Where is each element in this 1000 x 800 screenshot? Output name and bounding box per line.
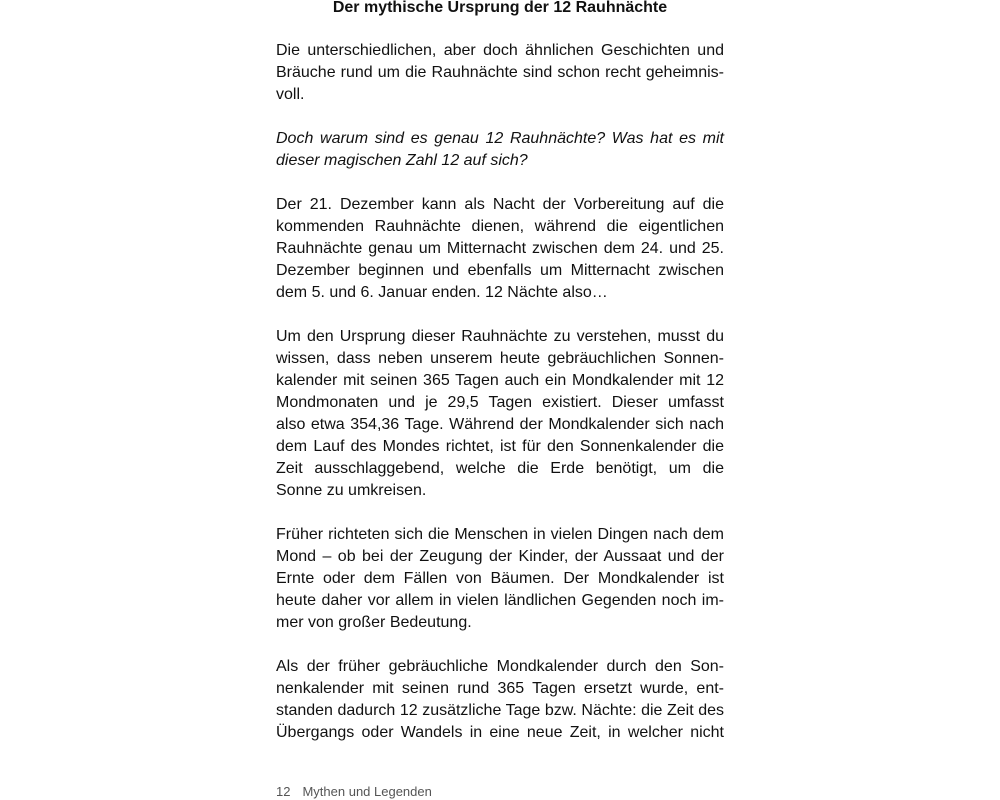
text-line: kommenden Rauhnächte dienen, während die eigentlichen xyxy=(276,218,724,235)
text-line: mer von großer Bedeutung. xyxy=(276,614,472,631)
text-line: Übergangs oder Wandels in eine neue Zeit, in welcher nicht xyxy=(276,724,724,741)
text-line: Rauhnächte genau um Mitternacht zwischen dem 24. und 25. xyxy=(276,240,724,257)
text-line: Mondmonaten und je 29,5 Tagen existiert. Dieser umfasst xyxy=(276,394,724,411)
text-line: Ernte oder dem Fällen von Bäumen. Der Mondkalender ist xyxy=(276,570,724,587)
text-line: dem 5. und 6. Januar enden. 12 Nächte also… xyxy=(276,284,608,301)
paragraph xyxy=(276,656,724,744)
text-line: voll. xyxy=(276,86,305,103)
text-line: kalender mit seinen 365 Tagen auch ein Mondkalender mit 12 xyxy=(276,372,724,389)
paragraph xyxy=(276,128,724,172)
text-line: also etwa 354,36 Tage. Während der Mondkalender sich nach xyxy=(276,416,724,433)
text-line: Dezember beginnen und ebenfalls um Mitternacht zwischen xyxy=(276,262,724,279)
page-title: Der mythische Ursprung der 12 Rauhnächte xyxy=(332,0,668,16)
text-line: Doch warum sind es genau 12 Rauhnächte? Was hat es mit xyxy=(276,130,724,147)
section-title: Mythen und Legenden xyxy=(302,784,432,799)
paragraph xyxy=(276,40,724,106)
page-number: 12 xyxy=(276,784,291,799)
text-line: Als der früher gebräuchliche Mondkalender durch den Son- xyxy=(276,658,724,675)
text-line: Mond – ob bei der Zeugung der Kinder, der Aussaat und der xyxy=(276,548,724,565)
paragraph xyxy=(276,194,724,304)
text-line: Früher richteten sich die Menschen in vielen Dingen nach dem xyxy=(276,526,724,543)
text-line: Sonne zu umkreisen. xyxy=(276,482,427,499)
body-text xyxy=(276,40,724,766)
text-line: Bräuche rund um die Rauhnächte sind schon recht geheimnis- xyxy=(276,64,724,81)
text-line: heute daher vor allem in vielen ländlichen Gegenden noch im- xyxy=(276,592,724,609)
text-line: standen dadurch 12 zusätzliche Tage bzw. Nächte: die Zeit des xyxy=(276,702,724,719)
text-line: Zeit ausschlaggebend, welche die Erde benötigt, um die xyxy=(276,460,724,477)
page-footer xyxy=(276,784,432,800)
text-line: Der 21. Dezember kann als Nacht der Vorbereitung auf die xyxy=(276,196,724,213)
paragraph xyxy=(276,326,724,502)
text-line: dem Lauf des Mondes richtet, ist für den Sonnenkalender die xyxy=(276,438,724,455)
text-line: Die unterschiedlichen, aber doch ähnlichen Geschichten und xyxy=(276,42,724,59)
text-line: Um den Ursprung dieser Rauhnächte zu verstehen, musst du xyxy=(276,328,724,345)
text-line: dieser magischen Zahl 12 auf sich? xyxy=(276,152,528,169)
text-line: nenkalender mit seinen rund 365 Tagen ersetzt wurde, ent- xyxy=(276,680,724,697)
text-line: wissen, dass neben unserem heute gebräuchlichen Sonnen- xyxy=(276,350,724,367)
paragraph xyxy=(276,524,724,634)
